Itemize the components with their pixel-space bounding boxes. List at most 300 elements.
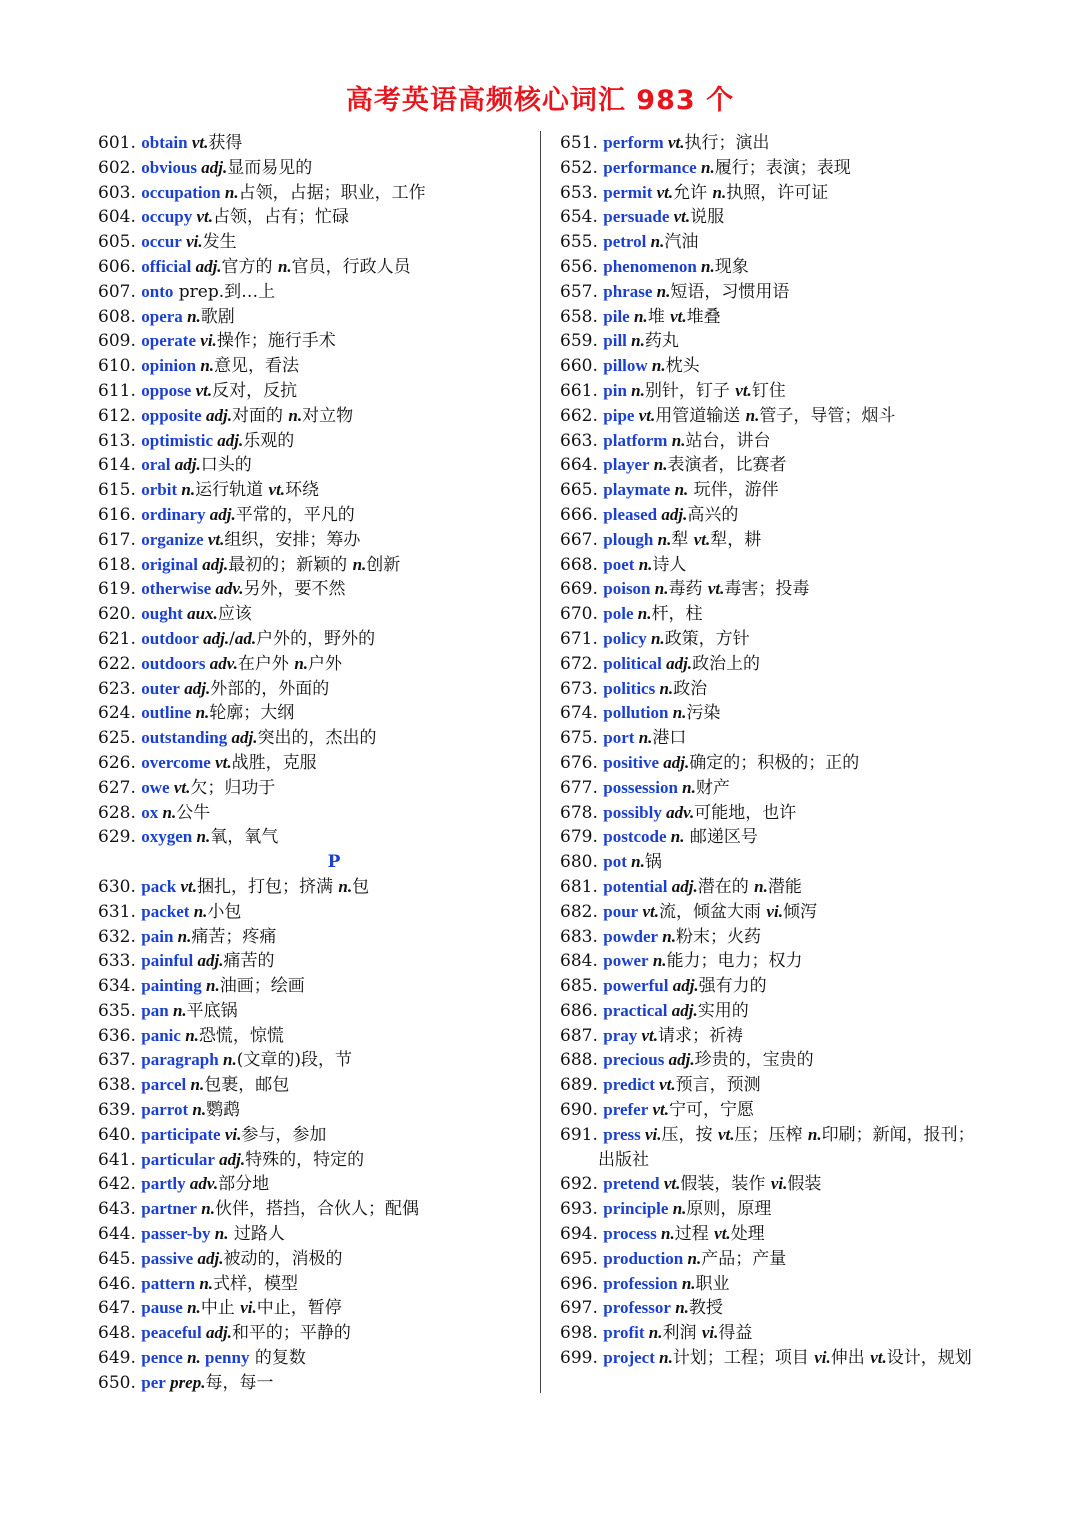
entry-meaning: 压；压榨 [734,1124,808,1145]
entry-meaning: 官方的 [221,256,278,277]
entry-number: 680. [560,852,604,873]
entry-word: practical [603,1000,668,1020]
entry-pos: vt. [176,876,198,896]
entry-meaning: 最初的；新颖的 [228,554,353,575]
entry-meaning: 堆叠 [686,306,721,327]
entry-meaning: 伸出 [830,1348,871,1369]
vocab-entry [560,1247,990,1272]
entry-meaning: 履行；表演；表现 [714,157,851,178]
vocab-entry [98,354,530,379]
entry-word: participate [141,1124,221,1144]
entry-number: 682. [560,901,604,922]
entry-meaning: 和平的；平静的 [231,1323,351,1344]
vocab-entry [98,305,530,330]
entry-pos: vt. [634,405,656,425]
entry-pos: n. [277,256,292,276]
entry-number: 659. [560,331,604,352]
vocab-entry [560,280,990,305]
entry-word: passer-by [141,1224,211,1244]
vocab-entry [560,1296,990,1321]
entry-meaning: 可能地，也许 [694,802,797,823]
entry-pos: n. [220,182,239,202]
vocab-entry [98,1222,530,1247]
entry-number: 614. [98,455,142,476]
entry-pos: n. [188,1100,207,1120]
entry-word: oppose [141,380,192,400]
vocab-entry [560,230,990,255]
entry-meaning: 产品；产量 [701,1248,787,1269]
entry-number: 615. [98,480,142,501]
entry-meaning: 痛苦的 [223,951,275,972]
entry-word: politics [603,678,656,698]
entry-pos: vt. [670,306,687,326]
vocab-entry [560,974,990,999]
entry-number: 638. [98,1075,142,1096]
entry-pos: n. [654,1348,673,1368]
entry-pos: adv. [205,653,238,673]
vocab-entry [98,701,530,726]
vocab-entry [98,1024,530,1049]
entry-number: 608. [98,306,142,327]
entry-word: original [141,554,198,574]
entry-pos: vt. [638,901,660,921]
entry-pos: n. [196,1199,215,1219]
entry-pos: n. [677,1273,696,1293]
entry-pos: adj. [170,455,201,475]
entry-pos: n. [745,405,760,425]
entry-meaning: 教授 [688,1298,723,1319]
entry-pos: n. [177,480,196,500]
entry-number: 652. [560,157,604,178]
entry-number: 691. [560,1124,604,1145]
entry-meaning: 利润 [662,1323,702,1344]
entry-meaning: 倾泻 [782,901,817,922]
entry-number: 605. [98,232,142,253]
entry-number: 662. [560,405,604,426]
entry-pos: n. [218,1050,237,1070]
entry-word: official [141,256,192,276]
vocab-entry [560,1123,990,1173]
vocab-entry [560,379,990,404]
entry-number: 660. [560,356,604,377]
entry-pos: vt. [663,133,685,152]
entry-pos: adj. [193,1248,224,1268]
entry-word: particular [141,1149,215,1169]
vocab-entry [560,528,990,553]
entry-word: pretend [603,1174,660,1194]
entry-pos: vt. [693,529,711,549]
entry-word: political [603,653,662,673]
entry-word: press [603,1124,641,1144]
entry-pos: n. [667,430,686,450]
entry-pos: adj. [201,405,232,425]
entry-number: 637. [98,1050,142,1071]
vocab-entry [98,205,530,230]
entry-word: pour [603,901,639,921]
entry-word: precious [603,1050,665,1070]
vocab-entry [560,205,990,230]
entry-number: 666. [560,504,604,525]
entry-word: oxygen [141,827,193,847]
right-column [560,131,990,1371]
entry-meaning: 对立物 [302,405,354,426]
vocab-entry [560,404,990,429]
entry-word: oral [141,455,171,475]
entry-number: 686. [560,1000,604,1021]
entry-word: organize [141,529,204,549]
entry-pos: adv. [211,579,244,599]
entry-meaning: 短语，习惯用语 [670,281,790,302]
entry-number: 681. [560,876,604,897]
vocab-entry [98,1048,530,1073]
entry-meaning: 允许 [673,182,713,203]
vocab-entry [560,156,990,181]
entry-word: pleased [603,504,658,524]
entry-pos: adj. [659,752,690,772]
vocab-entry [98,1346,530,1371]
entry-pos: n. [646,232,665,252]
vocab-entry [560,429,990,454]
entry-pos: n. [626,331,645,351]
entry-number: 676. [560,752,604,773]
entry-meaning: 平底锅 [186,1000,238,1021]
entry-meaning: 户外的，野外的 [256,628,376,649]
entry-number: 674. [560,703,604,724]
entry-meaning: 预言，预测 [675,1075,761,1096]
entry-word: occupy [141,207,193,227]
entry-number: 626. [98,752,142,773]
entry-word: packet [141,901,190,921]
entry-word: outline [141,703,192,723]
entry-meaning: 发生 [202,232,237,253]
section-heading: P [327,852,341,873]
entry-number: 655. [560,232,604,253]
vocab-entry [560,627,990,652]
entry-meaning: 潜在的 [697,876,755,897]
entry-meaning: 表演者，比赛者 [667,455,787,476]
entry-number: 629. [98,827,142,848]
entry-word: pin [603,380,627,400]
entry-number: 630. [98,876,142,897]
entry-pos: n. [634,554,653,574]
entry-pos: vt. [191,380,213,400]
entry-pos: n. [186,1075,205,1095]
entry-number: 683. [560,926,604,947]
entry-word: phrase [603,281,653,301]
vocab-entry [560,1346,990,1371]
entry-number: 640. [98,1124,142,1145]
vocab-entry [560,999,990,1024]
entry-pos: vt. [268,480,286,500]
entry-word: principle [603,1199,669,1219]
entry-number: 632. [98,926,142,947]
entry-pos: prep. [165,1372,206,1392]
entry-pos: vi. [240,1298,257,1318]
vocab-entry [98,280,530,305]
entry-word: orbit [141,480,178,500]
entry-pos: vt. [717,1124,735,1144]
entry-number: 670. [560,604,604,625]
entry-word: player [603,455,650,475]
entry-number: 650. [98,1372,142,1393]
entry-pos: vt. [707,579,725,599]
entry-pos: n. [629,306,648,326]
entry-word: predict [603,1075,655,1095]
vocab-entry [98,1073,530,1098]
vocab-entry [560,354,990,379]
vocab-entry [560,1321,990,1346]
entry-word: postcode [603,827,667,847]
vocab-entry [560,652,990,677]
entry-word: production [603,1248,684,1268]
vocab-entry [98,379,530,404]
entry-meaning: 玩伴，游伴 [688,480,779,501]
vocab-entry [560,701,990,726]
entry-word: passive [141,1248,194,1268]
entry-number: 669. [560,579,604,600]
entry-word: pain [141,926,174,946]
entry-meaning: 公牛 [176,802,211,823]
entry-word: possibly [603,802,662,822]
entry-meaning: 油画；绘画 [219,976,305,997]
entry-pos: adj. [205,504,236,524]
vocab-entry [560,453,990,478]
entry-pos: n. [196,356,215,376]
entry-meaning: 的复数 [249,1348,306,1369]
entry-word: pause [141,1298,183,1318]
vocab-entry [98,652,530,677]
vocab-entry [560,478,990,503]
entry-number: 653. [560,182,604,203]
vocab-entry [98,230,530,255]
entry-meaning: 伙伴，搭挡，合伙人；配偶 [214,1199,419,1220]
entry-meaning: 钉住 [751,380,786,401]
entry-pos: vt. [659,1174,681,1194]
entry-number: 688. [560,1050,604,1071]
entry-meaning: 另外，要不然 [243,579,346,600]
entry-number: 644. [98,1224,142,1245]
entry-meaning: 政策，方针 [664,628,750,649]
entry-word: prefer [603,1100,649,1120]
vocab-entry [560,1172,990,1197]
entry-pos: vt. [192,207,214,227]
entry-meaning: 计划；工程；项目 [672,1348,815,1369]
entry-pos: n. [191,703,210,723]
vocab-entry [98,1371,530,1396]
vocab-entry [98,429,530,454]
vocab-entry [98,900,530,925]
entry-meaning: 战胜，克服 [231,752,317,773]
vocab-entry [98,503,530,528]
entry-pos: adj. [664,1050,695,1070]
vocab-entry [98,528,530,553]
vocab-entry [98,875,530,900]
entry-meaning: 财产 [695,777,730,798]
entry-meaning: 官员，行政人员 [291,256,411,277]
entry-meaning: 过程 [674,1224,715,1245]
entry-meaning: (文章的)段，节 [236,1050,352,1071]
entry-meaning: 汽油 [664,232,699,253]
entry-pos: vi. [196,331,217,351]
vocab-entry [98,825,530,850]
entry-number: 672. [560,653,604,674]
entry-word: occur [141,232,182,252]
entry-pos: n. [201,976,220,996]
left-column [98,131,530,1396]
entry-meaning: 平常的，平凡的 [235,504,355,525]
vocab-entry [560,329,990,354]
entry-word: potential [603,876,668,896]
entry-pos: vt. [652,182,674,202]
vocab-entry [560,925,990,950]
entry-word: poet [603,554,635,574]
entry-pos: vt. [870,1348,887,1368]
entry-number: 635. [98,1000,142,1021]
entry-pos: n. [626,380,645,400]
entry-meaning: 过路人 [228,1224,285,1245]
entry-pos: n. [633,604,652,624]
entry-number: 692. [560,1174,604,1195]
vocab-entry [98,925,530,950]
entry-pos: n. [656,1224,675,1244]
entry-meaning: 占领，占有；忙碌 [213,207,350,228]
entry-pos: adv. [185,1174,219,1194]
entry-number: 628. [98,802,142,823]
entry-word: opera [141,306,183,326]
entry-number: 604. [98,207,142,228]
entry-meaning: 污染 [686,703,721,724]
entry-meaning: 假装 [787,1174,822,1195]
entry-pos: adj. [198,628,230,648]
entry-meaning: 捆扎，打包；挤满 [197,876,339,897]
entry-meaning: 管子，导管；烟斗 [759,405,896,426]
entry-word: plough [603,529,654,549]
entry-word: outdoor [141,628,199,648]
entry-meaning: 获得 [208,133,243,153]
entry-pos: n. [658,926,677,946]
entry-meaning: 现象 [714,256,749,277]
vocab-entry [98,627,530,652]
entry-word: port [603,728,635,748]
entry-word: pot [603,852,627,872]
entry-word: playmate [603,480,671,500]
vocab-entry [560,255,990,280]
entry-pos: vt. [735,380,752,400]
entry-number: 646. [98,1273,142,1294]
entry-word: penny [200,1348,250,1368]
entry-meaning: 外部的，外面的 [210,678,330,699]
entry-pos: n. [683,1248,702,1268]
entry-meaning: 鹦鹉 [206,1100,241,1121]
entry-word: outdoors [141,653,206,673]
entry-meaning: 假装，装作 [680,1174,771,1195]
entry-pos: n. [650,579,669,599]
entry-number: 696. [560,1273,604,1294]
entry-word: pole [603,604,634,624]
entry-word: professor [603,1298,671,1318]
entry-word: permit [603,182,653,202]
entry-pos: n. [677,777,696,797]
entry-meaning: 设计，规划 [886,1348,972,1369]
entry-word: policy [603,628,647,648]
entry-pos: adj. [667,1000,698,1020]
entry-meaning: 潜能 [767,876,802,897]
page-title: 高考英语高频核心词汇 983 个 [345,85,735,116]
entry-pos: vi. [701,1323,719,1343]
entry-number: 658. [560,306,604,327]
vocab-entry [98,974,530,999]
entry-word: painful [141,951,194,971]
entry-word: per [141,1372,166,1392]
entry-pos: n. [294,653,309,673]
entry-pos: n. [646,628,665,648]
entry-meaning: 实用的 [697,1000,749,1021]
entry-pos: vi. [770,1174,788,1194]
entry-number: 697. [560,1298,604,1319]
entry-meaning: 执行；演出 [684,133,770,153]
entry-number: 685. [560,976,604,997]
entry-number: 623. [98,678,142,699]
entry-pos: n. [696,157,715,177]
entry-pos: vt. [637,1025,659,1045]
entry-number: 606. [98,256,142,277]
entry-meaning: 强有力的 [698,976,767,997]
vocab-entry [98,999,530,1024]
entry-number: 636. [98,1025,142,1046]
entry-pos: n. [668,1199,687,1219]
entry-meaning: 犁，耕 [710,529,762,550]
entry-meaning: 轮廓；大纲 [209,703,295,724]
entry-number: 649. [98,1348,142,1369]
entry-word: process [603,1224,657,1244]
entry-meaning: / [229,628,235,649]
entry-number: 602. [98,157,142,178]
entry-number: 617. [98,529,142,550]
entry-word: opinion [141,356,197,376]
entry-meaning: 每，每一 [205,1372,274,1393]
entry-number: 663. [560,430,604,451]
entry-meaning: 毒药 [668,579,708,600]
entry-number: 667. [560,529,604,550]
entry-pos: n. [182,1298,201,1318]
entry-meaning: prep.到…上 [173,281,276,302]
vocab-entry [98,131,530,156]
entry-meaning: 口头的 [200,455,252,476]
entry-word: pray [603,1025,638,1045]
entry-word: power [603,951,649,971]
vocab-entry [560,801,990,826]
entry-word: occupation [141,182,221,202]
entry-number: 627. [98,777,142,798]
entry-meaning: 枕头 [665,356,700,377]
entry-number: 633. [98,951,142,972]
vocab-entry [98,1296,530,1321]
vocab-entry [98,478,530,503]
vocab-entry [98,255,530,280]
vocab-entry [560,577,990,602]
entry-pos: n. [180,1025,199,1045]
entry-number: 624. [98,703,142,724]
entry-word: otherwise [141,579,212,599]
entry-meaning: 药丸 [644,331,679,352]
entry-word: positive [603,752,659,772]
entry-pos: n. [647,356,666,376]
entry-meaning: 处理 [730,1224,765,1245]
entry-meaning: 职业 [695,1273,730,1294]
entry-meaning: 邮递区号 [684,827,758,848]
entry-number: 616. [98,504,142,525]
entry-number: 609. [98,331,142,352]
